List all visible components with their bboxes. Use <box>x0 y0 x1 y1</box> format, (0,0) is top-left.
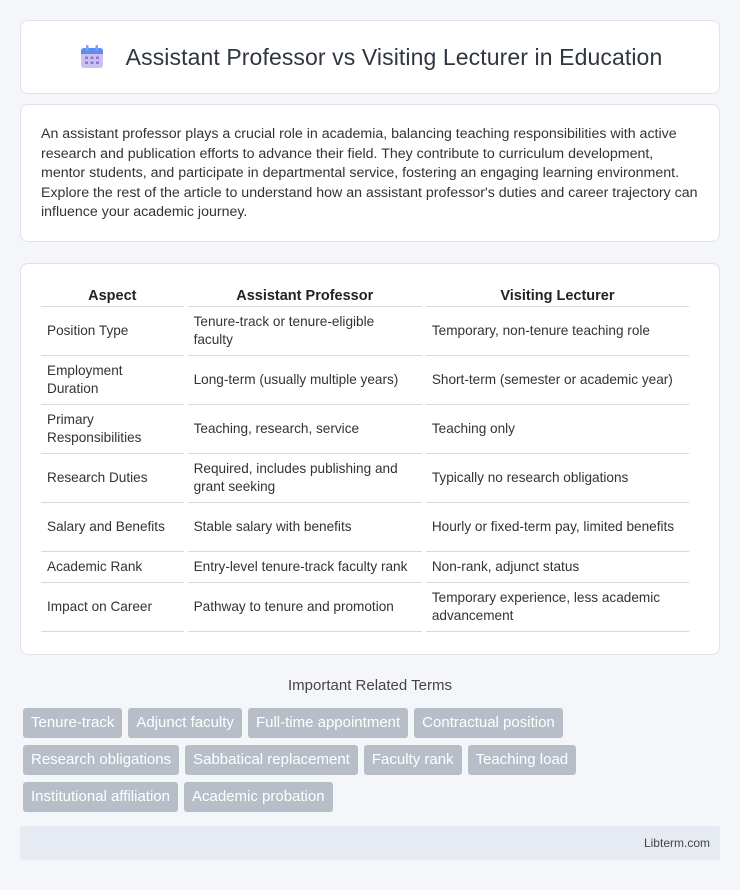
cell-aspect: Impact on Career <box>41 583 184 632</box>
related-term-tag[interactable]: Sabbatical replacement <box>185 745 358 775</box>
related-term-tag[interactable]: Institutional affiliation <box>23 782 178 812</box>
table-row <box>41 454 689 503</box>
cell-visiting-lecturer: Typically no research obligations <box>426 454 689 503</box>
header-aspect: Aspect <box>41 284 184 307</box>
table-header-row <box>41 284 689 307</box>
related-term-tag[interactable]: Contractual position <box>414 708 563 738</box>
table-row <box>41 307 689 356</box>
cell-aspect: Research Duties <box>41 454 184 503</box>
cell-assistant-professor: Teaching, research, service <box>188 405 422 454</box>
related-term-tag[interactable]: Faculty rank <box>364 745 462 775</box>
cell-assistant-professor: Entry-level tenure-track faculty rank <box>188 552 422 583</box>
table-row <box>41 405 689 454</box>
comparison-table <box>37 284 693 632</box>
cell-aspect: Primary Responsibilities <box>41 405 184 454</box>
intro-card <box>20 104 720 242</box>
footer <box>20 826 720 860</box>
related-term-tag[interactable]: Adjunct faculty <box>128 708 242 738</box>
cell-aspect: Employment Duration <box>41 356 184 405</box>
cell-visiting-lecturer: Hourly or fixed-term pay, limited benefits <box>426 503 689 552</box>
cell-visiting-lecturer: Teaching only <box>426 405 689 454</box>
table-row <box>41 583 689 632</box>
footer-site-link[interactable]: Libterm.com <box>643 836 710 850</box>
cell-aspect: Academic Rank <box>41 552 184 583</box>
cell-assistant-professor: Required, includes publishing and grant seeking <box>188 454 422 503</box>
cell-assistant-professor: Tenure-track or tenure-eligible faculty <box>188 307 422 356</box>
header-assistant-professor: Assistant Professor <box>188 284 422 307</box>
title-card <box>20 20 720 94</box>
cell-assistant-professor: Long-term (usually multiple years) <box>188 356 422 405</box>
cell-assistant-professor: Pathway to tenure and promotion <box>188 583 422 632</box>
table-row <box>41 503 689 552</box>
header-visiting-lecturer: Visiting Lecturer <box>426 284 689 307</box>
cell-visiting-lecturer: Temporary experience, less academic advancement <box>426 583 689 632</box>
page-title: Assistant Professor vs Visiting Lecturer in Education <box>125 43 663 70</box>
cell-visiting-lecturer: Non-rank, adjunct status <box>426 552 689 583</box>
related-term-tag[interactable]: Research obligations <box>23 745 179 775</box>
related-terms-list <box>23 708 713 812</box>
cell-aspect: Position Type <box>41 307 184 356</box>
related-term-tag[interactable]: Teaching load <box>468 745 577 775</box>
related-term-tag[interactable]: Full-time appointment <box>248 708 408 738</box>
related-terms-title: Important Related Terms <box>288 677 452 694</box>
cell-assistant-professor: Stable salary with benefits <box>188 503 422 552</box>
comparison-card <box>20 263 720 655</box>
related-term-tag[interactable]: Academic probation <box>184 782 333 812</box>
table-row <box>41 356 689 405</box>
cell-visiting-lecturer: Short-term (semester or academic year) <box>426 356 689 405</box>
cell-aspect: Salary and Benefits <box>41 503 184 552</box>
table-row <box>41 552 689 583</box>
intro-text: An assistant professor plays a crucial role in academia, balancing teaching responsibilities with active research and publication efforts to advance their field. They contribute to curriculum development, mentor students, and participate in departmental service, fostering an engaging learning environment. Explore the rest of the article to understand how an assistant professor's duties and career trajectory can influence your academic journey. <box>41 126 698 220</box>
related-term-tag[interactable]: Tenure-track <box>23 708 122 738</box>
calendar-icon <box>78 43 106 71</box>
cell-visiting-lecturer: Temporary, non-tenure teaching role <box>426 307 689 356</box>
